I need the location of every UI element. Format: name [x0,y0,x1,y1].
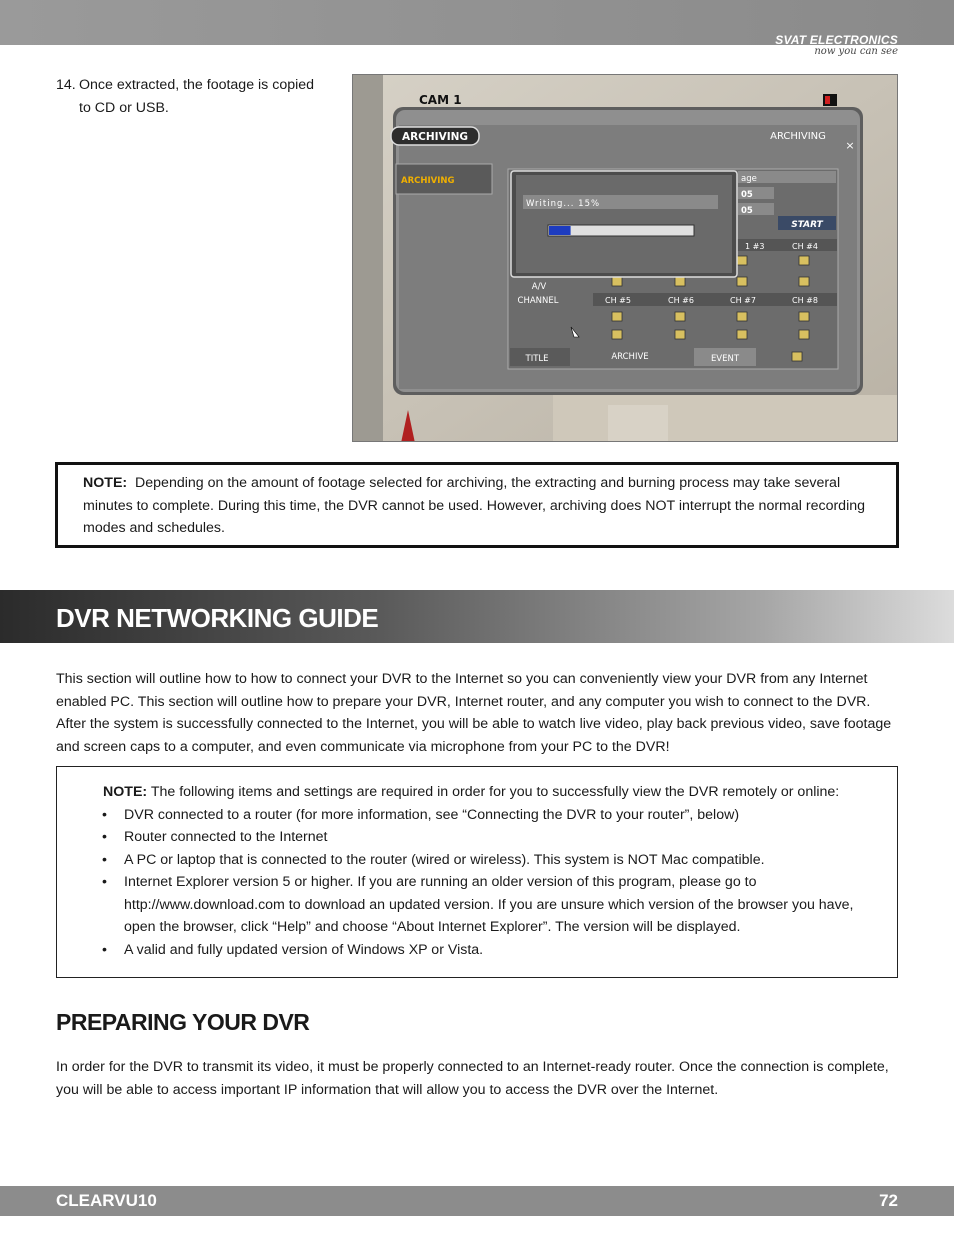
channel-5: CH #5 [605,296,631,305]
list-item: • A PC or laptop that is connected to the router (wired or wireless). This system is NOT Mac compatible. [103,849,863,872]
field-value-1: 05 [741,190,753,200]
channel-6: CH #6 [668,296,694,305]
av-channel-label: CHANNEL [517,296,559,306]
footer-bar [0,1186,954,1216]
channel-7: CH #7 [730,296,756,305]
step-number: 14. [56,77,76,93]
brand-tagline: now you can see [814,46,898,57]
list-item: • A valid and fully updated version of Windows XP or Vista. [103,939,863,962]
dvr-archiving-screen [353,75,898,442]
field-value-2: 05 [741,206,753,216]
note-text: Depending on the amount of footage selected for archiving, the extracting and burning process may take several minutes to complete. During this time, the DVR cannot be used. However, archiving does NOT interrupt the normal recording modes and schedules. [83,475,866,536]
archive-cell: ARCHIVE [611,352,649,362]
section-banner [0,590,954,643]
dialog-tab: ARCHIVING [401,131,469,143]
footer-model: CLEARVU10 [56,1191,157,1210]
dialog-title: ARCHIVING [770,131,826,142]
brand-name: SVAT ELECTRONICS [775,33,898,47]
note-intro-line [103,781,863,804]
progress-fill [549,226,571,235]
note-label: NOTE: [103,784,148,800]
age-label: age [741,174,757,184]
subsection-title: PREPARING YOUR DVR [56,1009,310,1035]
note-intro: The following items and settings are required in order for you to successfully view the DVR remotely or online: [150,784,840,800]
title-cell: TITLE [525,354,549,364]
note-label: NOTE: [83,475,128,491]
section-title: DVR NETWORKING GUIDE [56,603,379,633]
note-archiving [55,462,899,548]
event-cell: EVENT [710,354,740,364]
subsection-text: In order for the DVR to transmit its video, it must be properly connected to an Internet-ready router. Once the connection is complete, you will be able to access important IP information that will allow you to access the DVR over the Internet. [56,1059,889,1098]
step-text: Once extracted, the footage is copied to CD or USB. [79,77,315,116]
svg-text:A/V: A/V [531,282,547,292]
cam-label: CAM 1 [419,93,462,107]
start-button: START [791,220,823,230]
dvr-screenshot [352,74,898,442]
progress-text: Writing... 15% [526,199,601,209]
section-intro: This section will outline how to how to connect your DVR to the Internet so you can conveniently view your DVR from any Internet enabled PC. This section will outline how to prepare your DVR, Internet router, and any computer you wish to connect to the DVR. After the system is successfully connected to the Internet, you will be able to watch live video, play back previous video, save footage and screen caps to a computer, and even communicate via microphone from your PC to the DVR! [56,671,892,755]
list-item: • Router connected to the Internet [103,826,863,849]
close-icon: × [845,139,855,152]
channel-3: 1 #3 [745,242,765,251]
channel-4: CH #4 [792,242,818,251]
requirements-list [103,804,863,962]
list-item: • Internet Explorer version 5 or higher. If you are running an older version of this program, please go to http://www.download.com to download an updated version. If you are unsure which version of the browser you have, open the browser, click “Help” and choose “About Internet Explorer”. The version will be displayed. [103,871,863,939]
list-item: • DVR connected to a router (for more information, see “Connecting the DVR to your router”, below) [103,804,863,827]
note-requirements [56,766,898,978]
channel-8: CH #8 [792,296,818,305]
page-number: 72 [879,1191,898,1210]
sidebar-archiving: ARCHIVING [401,176,455,186]
